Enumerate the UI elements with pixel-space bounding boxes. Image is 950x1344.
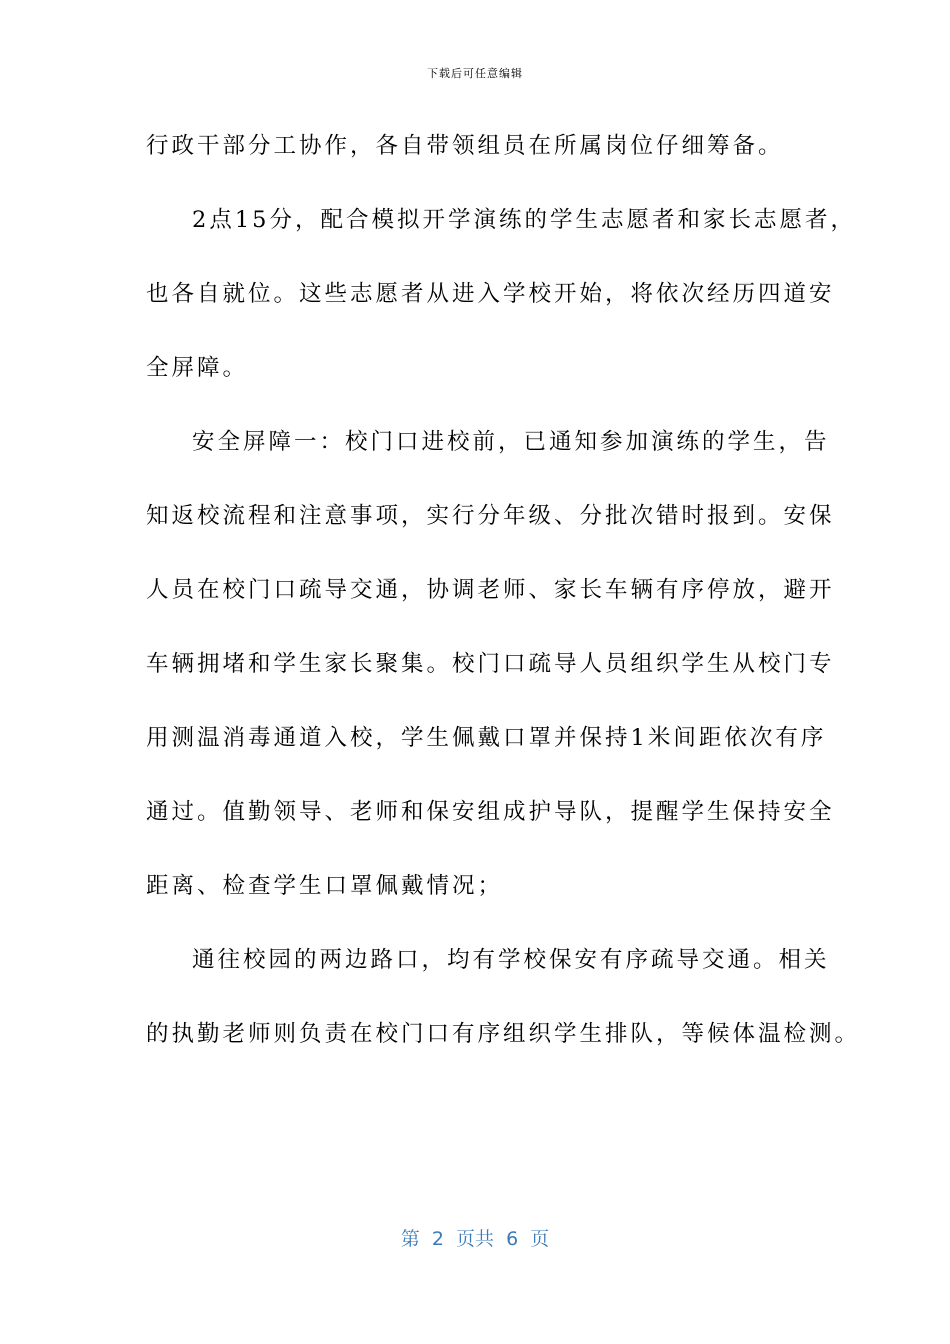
- paragraph-line: 的执勤老师则负责在校门口有序组织学生排队，等候体温检测。: [146, 1021, 861, 1047]
- page-number-footer: 第 2 页共 6 页: [400, 1228, 550, 1250]
- paragraph-line: 通过。值勤领导、老师和保安组成护导队，提醒学生保持安全: [146, 799, 835, 825]
- document-body: [146, 128, 861, 1090]
- paragraph-line: 距离、检查学生口罩佩戴情况；: [146, 873, 504, 899]
- paragraph-line: 行政干部分工协作，各自带领组员在所属岗位仔细筹备。: [146, 133, 784, 159]
- paragraph-line: 用测温消毒通道入校，学生佩戴口罩并保持1米间距依次有序: [146, 725, 827, 751]
- paragraph-line: 全屏障。: [146, 355, 249, 381]
- paragraph-line: 车辆拥堵和学生家长聚集。校门口疏导人员组织学生从校门专: [146, 651, 835, 677]
- paragraph-line: 通往校园的两边路口，均有学校保安有序疏导交通。相关: [192, 947, 830, 973]
- paragraph-line: 人员在校门口疏导交通，协调老师、家长车辆有序停放，避开: [146, 577, 835, 603]
- paragraph-line: 知返校流程和注意事项，实行分年级、分批次错时报到。安保: [146, 503, 835, 529]
- paragraph-line: 2点15分，配合模拟开学演练的学生志愿者和家长志愿者，: [192, 207, 856, 233]
- paragraph-line: 也各自就位。这些志愿者从进入学校开始，将依次经历四道安: [146, 281, 835, 307]
- page-header: 下载后可任意编辑: [427, 67, 523, 80]
- paragraph-line: 安全屏障一：校门口进校前，已通知参加演练的学生，告: [192, 429, 830, 455]
